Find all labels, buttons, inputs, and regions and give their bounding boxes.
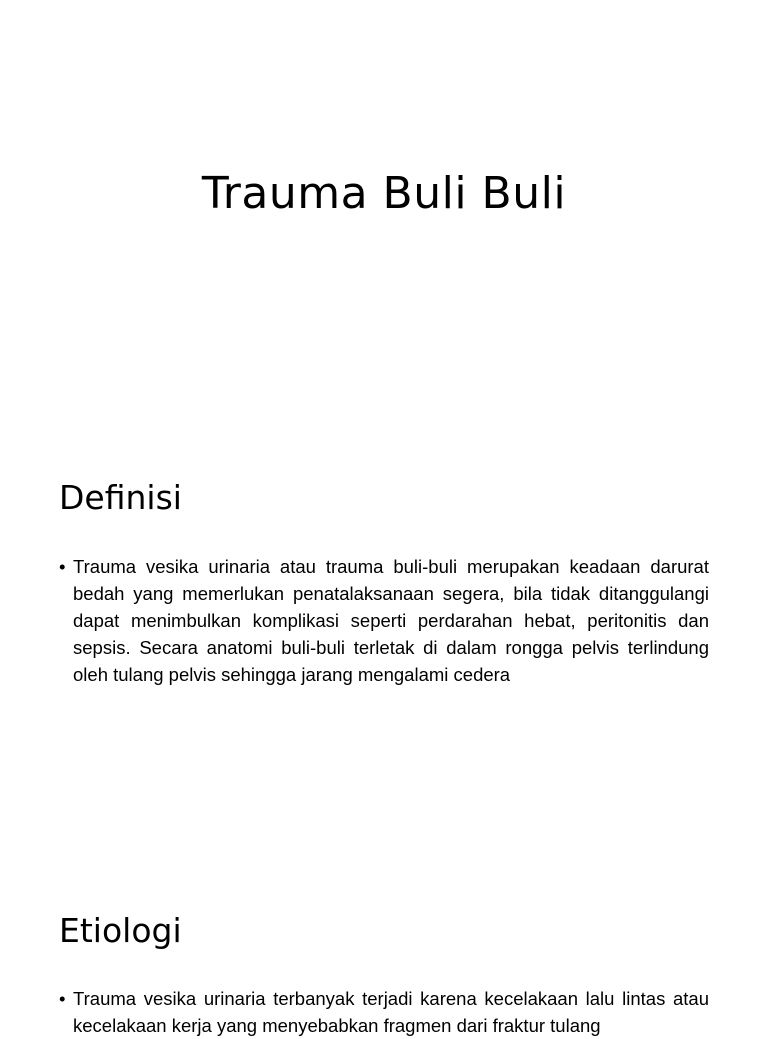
bullet-text: Trauma vesika urinaria terbanyak terjadi karena kecelakaan lalu lintas atau kecelakaan kerja yang menyebabkan fragmen dari fraktur tulang	[73, 988, 709, 1036]
list-item	[59, 985, 709, 1039]
slide-title: Trauma Buli Buli	[201, 168, 567, 219]
bullet-text: Trauma vesika urinaria atau trauma buli-buli merupakan keadaan darurat bedah yang memerlukan penatalaksanaan segera, bila tidak ditanggulangi dapat menimbulkan komplikasi seperti perdarahan hebat, peritonitis dan sepsis. Secara anatomi buli-buli terletak di dalam rongga pelvis terlindung oleh tulang pelvis sehingga jarang mengalami cedera	[73, 556, 709, 685]
bullet-list-definisi	[59, 553, 709, 688]
bullet-icon: •	[59, 556, 66, 577]
bullet-list-etiologi	[59, 985, 709, 1039]
section-heading-definisi: Definisi	[59, 478, 182, 517]
list-item	[59, 553, 709, 688]
bullet-icon: •	[59, 988, 66, 1009]
section-heading-etiologi: Etiologi	[59, 911, 182, 950]
